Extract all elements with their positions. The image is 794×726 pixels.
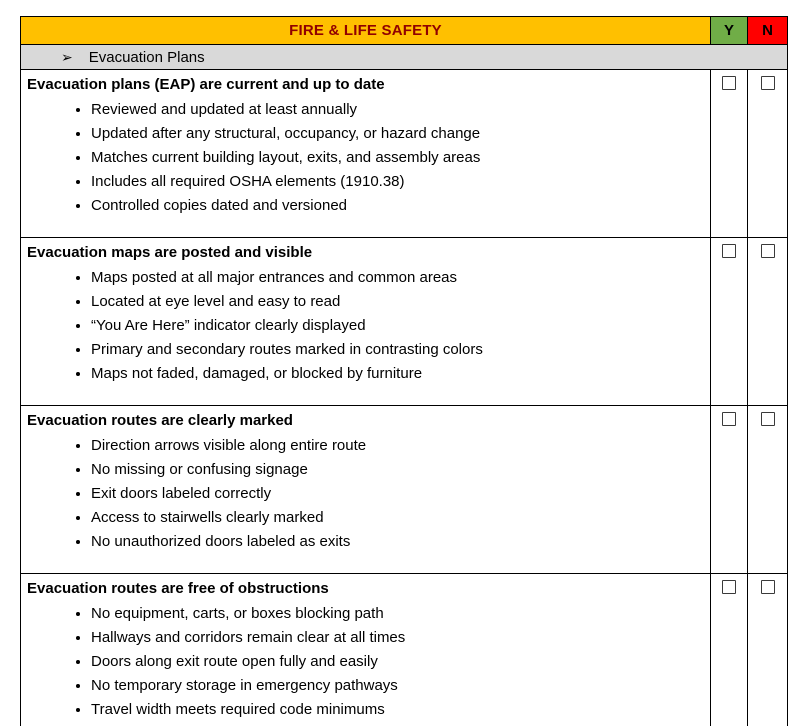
no-checkbox[interactable] <box>761 412 775 426</box>
bullet-item: • Controlled copies dated and versioned <box>91 194 704 218</box>
yes-checkbox-cell <box>711 406 748 574</box>
checklist-item-content <box>21 70 711 238</box>
bullet-item: • Reviewed and updated at least annually <box>91 98 704 122</box>
bullet-item: • Exit doors labeled correctly <box>91 482 704 506</box>
checklist-item-title: Evacuation routes are free of obstructions <box>27 580 329 597</box>
yes-column-header: Y <box>711 17 748 45</box>
checklist-item-title: Evacuation routes are clearly marked <box>27 412 293 429</box>
yes-checkbox[interactable] <box>722 76 736 90</box>
bullet-item: • Doors along exit route open fully and easily <box>91 650 704 674</box>
subsection-label: Evacuation Plans <box>88 48 205 66</box>
checklist-row <box>21 238 788 406</box>
checklist-item-bullets <box>27 602 704 722</box>
bullet-item: • Updated after any structural, occupancy, or hazard change <box>91 122 704 146</box>
checklist-item-content <box>21 574 711 726</box>
yes-checkbox-cell <box>711 70 748 238</box>
subsection-header-row <box>21 45 788 70</box>
bullet-item: • Maps not faded, damaged, or blocked by furniture <box>91 362 704 386</box>
yes-checkbox[interactable] <box>722 412 736 426</box>
bullet-item: • “You Are Here” indicator clearly displayed <box>91 314 704 338</box>
subsection-header <box>21 45 788 70</box>
checklist-item-bullets <box>27 434 704 554</box>
no-checkbox[interactable] <box>761 76 775 90</box>
no-checkbox-cell <box>748 238 788 406</box>
checklist-row <box>21 70 788 238</box>
bullet-item: • Matches current building layout, exits, and assembly areas <box>91 146 704 170</box>
checklist-row <box>21 574 788 726</box>
no-checkbox-cell <box>748 406 788 574</box>
no-checkbox[interactable] <box>761 244 775 258</box>
checklist-item-bullets <box>27 98 704 218</box>
bullet-item: • Maps posted at all major entrances and common areas <box>91 266 704 290</box>
yes-checkbox-cell <box>711 238 748 406</box>
bullet-item: • Direction arrows visible along entire route <box>91 434 704 458</box>
no-checkbox-cell <box>748 70 788 238</box>
yes-checkbox[interactable] <box>722 244 736 258</box>
bullet-item: • Hallways and corridors remain clear at all times <box>91 626 704 650</box>
checklist-item-content <box>21 238 711 406</box>
bullet-item: • No equipment, carts, or boxes blocking path <box>91 602 704 626</box>
no-checkbox-cell <box>748 574 788 726</box>
no-column-header: N <box>748 17 788 45</box>
bullet-item: • No temporary storage in emergency pathways <box>91 674 704 698</box>
no-checkbox[interactable] <box>761 580 775 594</box>
table-header-row <box>21 17 788 45</box>
checklist-item-title: Evacuation plans (EAP) are current and up to date <box>27 76 385 93</box>
fire-life-safety-checklist <box>20 16 788 726</box>
bullet-item: • Located at eye level and easy to read <box>91 290 704 314</box>
checklist-row <box>21 406 788 574</box>
bullet-item: • Includes all required OSHA elements (1910.38) <box>91 170 704 194</box>
bullet-item: • No unauthorized doors labeled as exits <box>91 530 704 554</box>
yes-checkbox[interactable] <box>722 580 736 594</box>
page-title: FIRE & LIFE SAFETY <box>21 17 711 45</box>
bullet-item: • Access to stairwells clearly marked <box>91 506 704 530</box>
checklist-body <box>21 70 788 726</box>
arrow-bullet-icon: ➢ <box>61 48 73 65</box>
bullet-item: • Travel width meets required code minimums <box>91 698 704 722</box>
checklist-item-content <box>21 406 711 574</box>
checklist-item-bullets <box>27 266 704 386</box>
bullet-item: • Primary and secondary routes marked in contrasting colors <box>91 338 704 362</box>
yes-checkbox-cell <box>711 574 748 726</box>
checklist-item-title: Evacuation maps are posted and visible <box>27 244 313 261</box>
bullet-item: • No missing or confusing signage <box>91 458 704 482</box>
